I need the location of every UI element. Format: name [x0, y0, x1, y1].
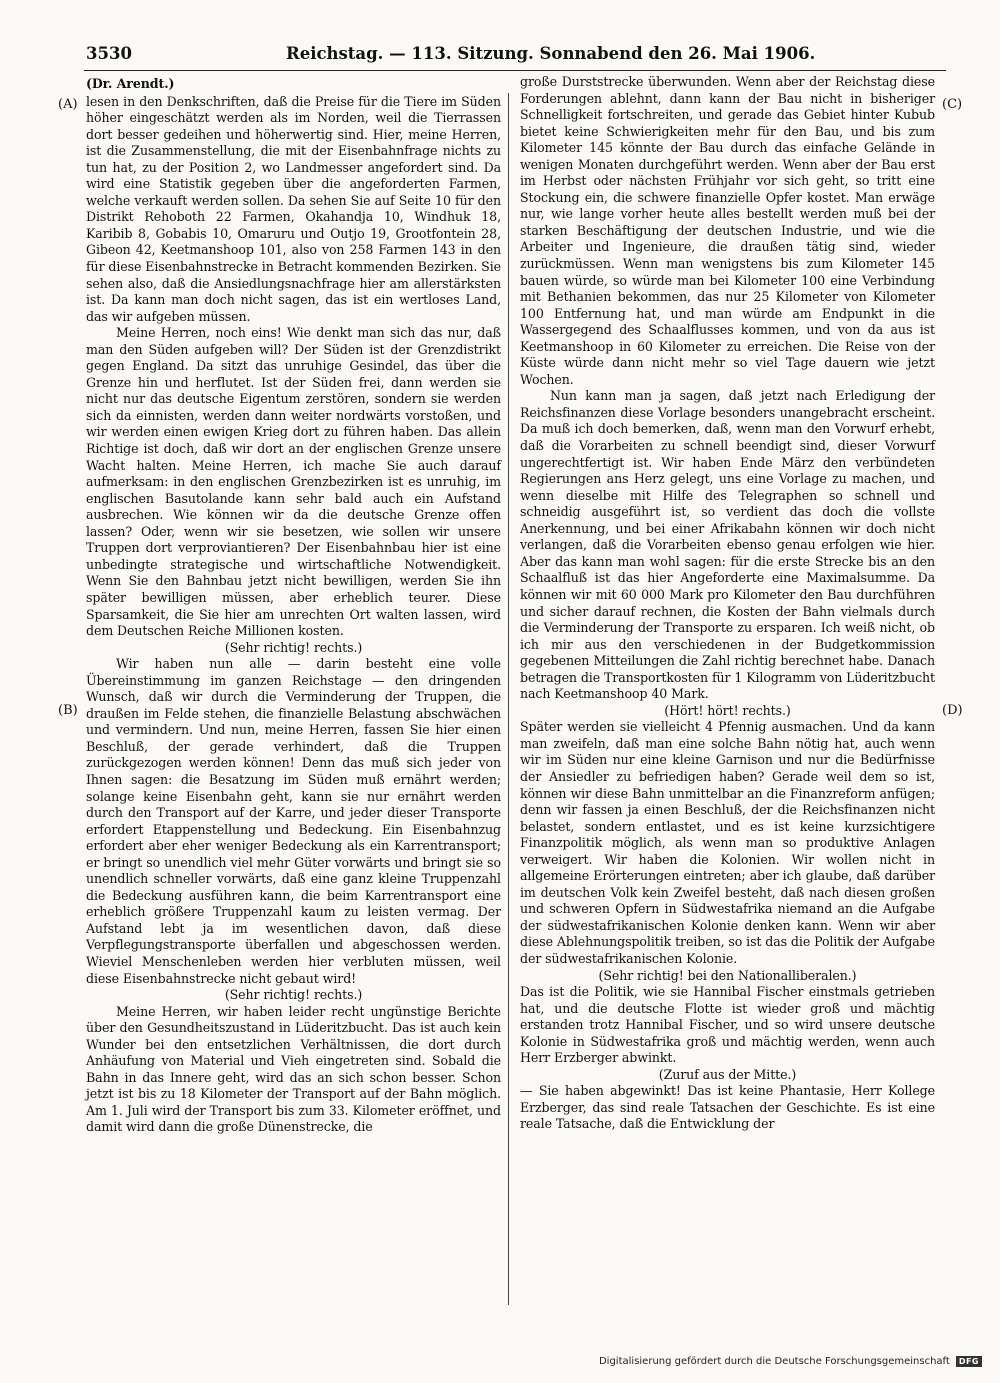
margin-mark-a: (A) — [58, 97, 78, 112]
paragraph: Meine Herren, wir haben leider recht ungünstige Berichte über den Gesundheitszustand in Lüderitzbucht. Das ist auch kein Wunder bei den entsetzlichen Verhältnissen, die dort durch Anhäufung von Material und Vieh eingetreten sind. Sobald die Bahn in das Innere geht, wird das an sich schon besser. Schon jetzt ist bis zu 18 Kilometer der Transport auf der Bahn möglich. Am 1. Juli wird der Transport bis zum 33. Kilometer eröffnet, und damit wird dann die große Dünenstrecke, die — [86, 1003, 501, 1135]
paragraph: Wir haben nun alle — darin besteht eine volle Übereinstimmung im ganzen Reichstage — den dringenden Wunsch, daß wir durch die Verminderung der Truppen, die draußen im Felde stehen, die finanzielle Belastung abschwächen und vermindern. Und nun, meine Herren, fassen Sie hier einen Beschluß, der gerade verhindert, daß die Truppen zurückgezogen werden können! Denn das muß sich jeder von Ihnen sagen: die Besatzung im Süden muß ernährt werden; solange keine Eisenbahn geht, kann sie nur ernährt werden durch den Transport auf der Karre, und jeder dieser Transporte erfordert Etappenstellung und Bedeckung. Ein Eisenbahnzug erfordert aber eher weniger Bedeckung als ein Karrentransport; er bringt so unendlich viel mehr Güter vorwärts und bringt sie so unendlich schneller vorwärts, daß eine ganz kleine Truppenzahl die Bedeckung ausführen kann, die beim Karrentransport eine erheblich größere Truppenzahl kaum zu leisten vermag. Der Aufstand lebt ja im wesentlichen davon, daß diese Verpflegungstransporte überfallen und abgeschossen werden. Wieviel Menschenleben werden hier verbluten müssen, weil diese Eisenbahnstrecke nicht gebaut wird! — [86, 656, 501, 986]
interjection: (Sehr richtig! rechts.) — [224, 639, 363, 655]
dfg-logo: DFG — [956, 1356, 982, 1367]
page-header — [86, 44, 946, 68]
funding-credit-text: Digitalisierung gefördert durch die Deutsche Forschungsgemeinschaft — [598, 1356, 950, 1367]
paragraph: Nun kann man ja sagen, daß jetzt nach Erledigung der Reichsfinanzen diese Vorlage besonders unangebracht erscheint. Da muß ich doch bemerken, daß, wenn man den Vorwurf erhebt, daß die Vorarbeiten zu schnell beendigt sind, dieser Vorwurf ungerechtfertigt ist. Wir haben Ende März den verbündeten Regierungen ans Herz gelegt, uns eine Vorlage zu machen, und wenn dieselbe mit Hilfe des Telegraphen so schnell und schneidig ausgeführt ist, so verdient das doch die vollste Anerkennung, und bei einer Afrikabahn können wir doch nicht verlangen, daß die Vorarbeiten ebenso genau erfolgen wie hier. Aber das kann man wohl sagen: für die erste Strecke bis an den Schaalfluß ist das hier Angeforderte eine Maximalsumme. Da können wir mit 60 000 Mark pro Kilometer den Bau durchführen und sicher darauf rechnen, die Kosten der Bahn vielmals durch die Verminderung der Transporte zu ersparen. Ich weiß nicht, ob ich mir aus den verschiedenen in der Budgetkommission gegebenen Mitteilungen die Zahl richtig berechnet habe. Danach betragen die Transportkosten für 1 Kilogramm von Lüderitzbucht nach Keetmanshoop 40 Mark. — [520, 388, 935, 702]
right-column — [520, 74, 935, 1133]
paragraph: — Sie haben abgewinkt! Das ist keine Phantasie, Herr Kollege Erzberger, das sind reale Tatsachen der Geschichte. Es ist eine reale Tatsache, daß die Entwicklung der — [520, 1083, 935, 1132]
column-divider — [508, 93, 509, 1305]
interjection: (Zuruf aus der Mitte.) — [658, 1066, 797, 1082]
paragraph: Später werden sie vielleicht 4 Pfennig ausmachen. Und da kann man zweifeln, daß man eine solche Bahn nötig hat, auch wenn wir im Süden nur eine kleine Garnison und nur die Bedürfnisse der Ansiedler zu befriedigen haben? Gerade weil dem so ist, können wir diese Bahn unmittelbar an die Finanzreform anfügen; denn wir fassen ja einen Beschluß, der die Reichsfinanzen nicht belastet, sondern entlastet, und es ist keine kurzsichtigere Finanzpolitik möglich, als wenn man so produktive Anlagen verweigert. Wir haben die Kolonien. Wir wollen nicht in allgemeine Erörterungen eintreten; aber ich glaube, daß darüber im deutschen Volk kein Zweifel besteht, daß nach diesen großen und schweren Opfern in Südwestafrika niemand an die Aufgabe der südwestafrikanischen Kolonie denken kann. Wenn wir aber diese Ablehnungspolitik treiben, so ist das die Politik der Aufgabe der südwestafrikanischen Kolonie. — [520, 719, 935, 966]
paragraph: Das ist die Politik, wie sie Hannibal Fischer einstmals getrieben hat, und die deutsche Flotte ist wieder groß und mächtig erstanden trotz Hannibal Fischer, und so wird unsere deutsche Kolonie in Südwestafrika groß und mächtig werden, wenn auch Herr Erzberger abwinkt. — [520, 984, 935, 1066]
paragraph: lesen in den Denkschriften, daß die Preise für die Tiere im Süden höher eingeschätzt werden als im Norden, weil die Tierrassen dort besser gedeihen und höherwertig sind. Hier, meine Herren, ist die Zusammenstellung, die mit der Eisenbahnfrage nichts zu tun hat, zu der Position 2, wo Landmesser angefordert sind. Da wird eine Statistik gegeben über die angeforderten Farmen, welche verkauft werden sollen. Da sehen Sie auf Seite 10 für den Distrikt Rehoboth 22 Farmen, Okahandja 10, Windhuk 18, Karibib 8, Gobabis 10, Omaruru und Outjo 19, Grootfontein 28, Gibeon 42, Keetmanshoop 101, also von 258 Farmen 143 in den für diese Eisenbahnstrecke in Betracht kommenden Bezirken. Sie sehen also, daß die Ansiedlungsnachfrage hier am allerstärksten ist. Da kann man doch nicht sagen, das ist ein wertloses Land, das wir aufgeben müssen. — [86, 93, 501, 324]
interjection: (Hört! hört! rechts.) — [664, 702, 791, 718]
footer-credit — [599, 1356, 982, 1367]
margin-mark-d: (D) — [942, 703, 963, 718]
running-head: Reichstag. — 113. Sitzung. Sonnabend den 26. Mai 1906. — [286, 44, 816, 63]
speaker-label: (Dr. Arendt.) — [86, 76, 175, 91]
paragraph: große Durststrecke überwunden. Wenn aber der Reichstag diese Forderungen ablehnt, dann kann der Bau nicht in bisheriger Schnelligkeit fortschreiten, und gerade das Gebiet hinter Kubub bietet keine Schwierigkeiten mehr für den Bau, und bis zum Kilometer 145 könnte der Bau durch das einfache Gelände in wenigen Monaten durchgeführt werden. Wenn aber der Bau erst im Herbst oder nächsten Frühjahr vor sich geht, so tritt eine Stockung ein, die schwere finanzielle Opfer kostet. Man erwäge nur, wie lange vorher heute alles bestellt werden muß bei der starken Beschäftigung der deutschen Industrie, und wie die Arbeiter und Ingenieure, die draußen tätig sind, wieder zurückmüssen. Wenn man wenigstens bis zum Kilometer 145 bauen würde, so würde man bei Kilometer 100 eine Verbindung mit Bethanien bekommen, das nur 25 Kilometer von Kilometer 100 Entfernung hat, und man würde am Endpunkt in die Wassergegend des Schaalflusses kommen, und von da aus ist Keetmanshoop in 60 Kilometer zu erreichen. Die Reise von der Küste würde dann nicht mehr so viel Tage dauern wie jetzt Wochen. — [520, 74, 935, 387]
margin-mark-b: (B) — [58, 703, 78, 718]
page-number: 3530 — [86, 44, 132, 63]
margin-mark-c: (C) — [942, 97, 963, 112]
left-column — [86, 74, 501, 1136]
interjection: (Sehr richtig! rechts.) — [224, 987, 363, 1003]
header-rule — [84, 70, 946, 71]
interjection: (Sehr richtig! bei den Nationalliberalen.) — [598, 967, 857, 983]
paragraph: Meine Herren, noch eins! Wie denkt man sich das nur, daß man den Süden aufgeben will? Der Süden ist der Grenzdistrikt gegen England. Da sitzt das unruhige Gesindel, das über die Grenze hin und herflutet. Ist der Süden frei, dann werden sie nicht nur das deutsche Eigentum zerstören, sondern sie werden sich da einnisten, werden dann weiter nordwärts vorstoßen, und wir werden einen ewigen Krieg dort zu führen haben. Das allein Richtige ist doch, daß wir dort an der englischen Grenze unsere Wacht halten. Meine Herren, ich mache Sie auch darauf aufmerksam: in den englischen Grenzbezirken ist es unruhig, im englischen Basutolande kann sehr bald auch ein Aufstand ausbrechen. Wie können wir da die deutsche Grenze offen lassen? Oder, wenn wir sie besetzen, wie sollen wir unsere Truppen dort verproviantieren? Der Eisenbahnbau hier ist eine unbedingte strategische und wirtschaftliche Notwendigkeit. Wenn Sie den Bahnbau jetzt nicht bewilligen, werden Sie ihn später bewilligen müssen, aber erheblich teurer. Diese Sparsamkeit, die Sie hier am unrechten Ort walten lassen, wird dem Deutschen Reiche Millionen kosten. — [86, 325, 501, 639]
